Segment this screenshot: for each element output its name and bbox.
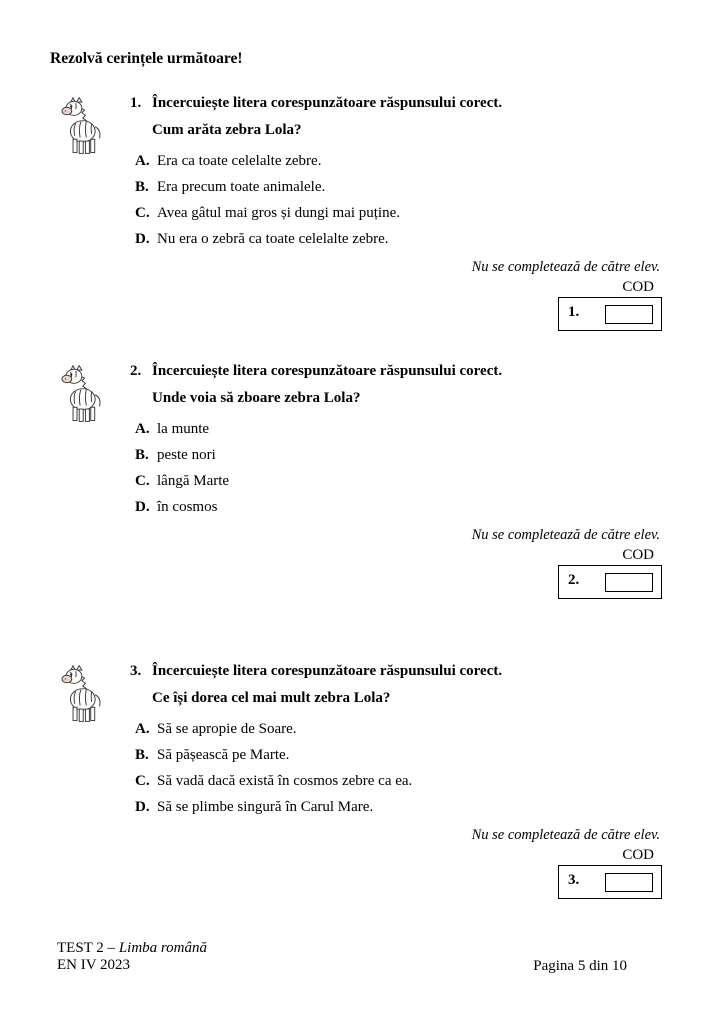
footer-page-number: Pagina 5 din 10: [533, 958, 627, 974]
page-heading: Rezolvă cerințele următoare!: [50, 50, 243, 67]
option-text: Să se apropie de Soare.: [157, 721, 297, 737]
option-letter: B.: [135, 447, 149, 463]
option-text: lângă Marte: [157, 473, 230, 489]
option-text: peste nori: [157, 447, 216, 463]
footer-test-prefix: TEST 2 –: [57, 940, 119, 956]
cod-answer-field: [605, 573, 653, 592]
cod-box: [558, 565, 662, 599]
cod-answer-field: [605, 305, 653, 324]
option-row: [135, 747, 289, 764]
option-letter: A.: [135, 153, 150, 169]
elev-note: Nu se completează de către elev.: [471, 527, 660, 543]
footer-edition: EN IV 2023: [57, 957, 131, 973]
cod-box-number: 1.: [568, 304, 580, 320]
option-row: [135, 721, 297, 738]
option-letter: A.: [135, 421, 150, 437]
option-row: [135, 205, 400, 222]
zebra-icon: [58, 665, 104, 723]
question-instruction: Încercuiește litera corespunzătoare răspunsului corect.: [152, 95, 503, 111]
option-text: Nu era o zebră ca toate celelalte zebre.: [157, 231, 389, 247]
question-number: 3.: [130, 663, 142, 679]
question-block-3: [50, 663, 662, 905]
option-letter: D.: [135, 499, 150, 515]
question-instruction-line: [130, 95, 502, 112]
cod-box-number: 3.: [568, 872, 580, 888]
question-instruction: Încercuiește litera corespunzătoare răspunsului corect.: [152, 363, 503, 379]
question-instruction: Încercuiește litera corespunzătoare răspunsului corect.: [152, 663, 503, 679]
footer-test-label: [57, 940, 207, 974]
option-row: [135, 421, 209, 438]
option-text: Era ca toate celelalte zebre.: [157, 153, 322, 169]
option-text: Era precum toate animalele.: [157, 179, 326, 195]
option-letter: C.: [135, 773, 150, 789]
cod-box-number: 2.: [568, 572, 580, 588]
cod-label: COD: [622, 279, 654, 295]
option-letter: B.: [135, 747, 149, 763]
option-letter: A.: [135, 721, 150, 737]
option-text: Să vadă dacă există în cosmos zebre ca ea.: [157, 773, 413, 789]
cod-box: [558, 297, 662, 331]
question-block-2: [50, 363, 662, 605]
option-letter: D.: [135, 231, 150, 247]
question-number: 2.: [130, 363, 142, 379]
option-row: [135, 499, 217, 516]
question-block-1: [50, 95, 662, 337]
question-title: Cum arăta zebra Lola?: [152, 122, 302, 138]
option-text: Să pășească pe Marte.: [157, 747, 290, 763]
option-letter: B.: [135, 179, 149, 195]
option-row: [135, 231, 389, 248]
question-instruction-line: [130, 363, 502, 380]
zebra-icon: [58, 97, 104, 155]
cod-box: [558, 865, 662, 899]
elev-note: Nu se completează de către elev.: [471, 827, 660, 843]
question-instruction-line: [130, 663, 502, 680]
question-number: 1.: [130, 95, 142, 111]
option-row: [135, 473, 229, 490]
cod-answer-field: [605, 873, 653, 892]
option-text: Să se plimbe singură în Carul Mare.: [157, 799, 374, 815]
footer-test-subject: Limba română: [118, 940, 208, 956]
cod-label: COD: [622, 547, 654, 563]
option-row: [135, 153, 321, 170]
option-letter: D.: [135, 799, 150, 815]
question-title: Ce își dorea cel mai mult zebra Lola?: [152, 690, 391, 706]
option-text: Avea gâtul mai gros și dungi mai puține.: [157, 205, 401, 221]
option-row: [135, 773, 412, 790]
option-letter: C.: [135, 473, 150, 489]
option-text: la munte: [157, 421, 210, 437]
question-title: Unde voia să zboare zebra Lola?: [152, 390, 361, 406]
cod-label: COD: [622, 847, 654, 863]
option-letter: C.: [135, 205, 150, 221]
option-row: [135, 447, 216, 464]
option-text: în cosmos: [157, 499, 218, 515]
zebra-icon: [58, 365, 104, 423]
elev-note: Nu se completează de către elev.: [471, 259, 660, 275]
option-row: [135, 799, 373, 816]
option-row: [135, 179, 325, 196]
